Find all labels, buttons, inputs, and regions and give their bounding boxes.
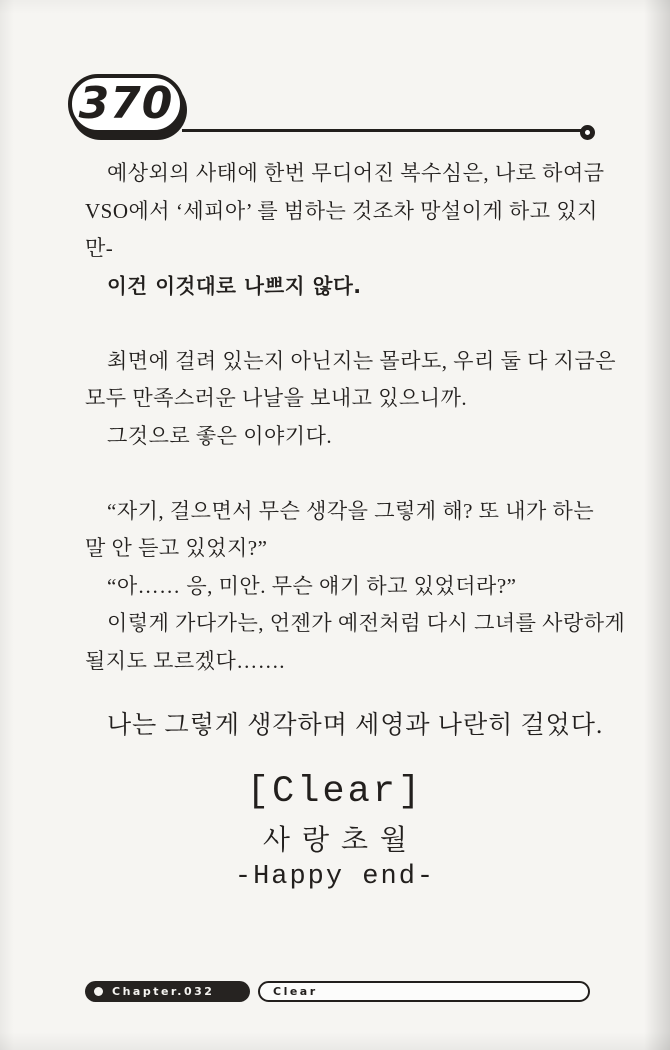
rule-end-ring-icon xyxy=(580,125,595,140)
body-line-emphasis: 이건 이것대로 나쁘지 않다. xyxy=(107,273,362,298)
body-line: 모두 만족스러운 나날을 보내고 있으니까. xyxy=(85,386,468,410)
header-rule xyxy=(182,129,582,132)
page-number: 370 xyxy=(78,77,174,129)
dot-icon xyxy=(94,987,103,996)
body-line-closing: 나는 그렇게 생각하며 세영과 나란히 걸었다. xyxy=(107,712,604,739)
section-chip xyxy=(258,981,590,1002)
clear-label: [Clear] xyxy=(246,771,424,813)
ending-block xyxy=(0,768,670,894)
body-line: 이렇게 가다가는, 언젠가 예전처럼 다시 그녀를 사랑하게 xyxy=(107,611,626,635)
body-line: 최면에 걸려 있는지 아닌지는 몰라도, 우리 둘 다 지금은 xyxy=(107,348,617,373)
body-line: “자기, 걸으면서 무슨 생각을 그렇게 해? 또 내가 하는 xyxy=(107,498,595,523)
chapter-chip xyxy=(85,981,250,1002)
blank-line xyxy=(85,305,590,343)
happy-end-label: -Happy end- xyxy=(234,862,436,892)
body-text xyxy=(85,155,626,746)
body-line: “아…… 응, 미안. 무슨 얘기 하고 있었더라?” xyxy=(107,573,517,598)
footer xyxy=(0,981,670,1003)
body-line: 말 안 듣고 있었지?” xyxy=(85,536,268,560)
body-line: 될지도 모르겠다……. xyxy=(85,648,286,673)
blank-line xyxy=(85,455,590,493)
section-label: Clear xyxy=(273,985,318,998)
page-number-badge xyxy=(68,74,184,134)
body-line: 그것으로 좋은 이야기다. xyxy=(107,423,333,448)
body-line: 만- xyxy=(85,236,114,260)
body-line: VSO에서 ‘세피아’ 를 범하는 것조차 망설이게 하고 있지 xyxy=(85,198,598,223)
chapter-label: Chapter.032 xyxy=(112,985,215,998)
body-line: 예상외의 사태에 한번 무디어진 복수심은, 나로 하여금 xyxy=(107,161,605,185)
route-title: 사랑초월 xyxy=(262,825,420,856)
